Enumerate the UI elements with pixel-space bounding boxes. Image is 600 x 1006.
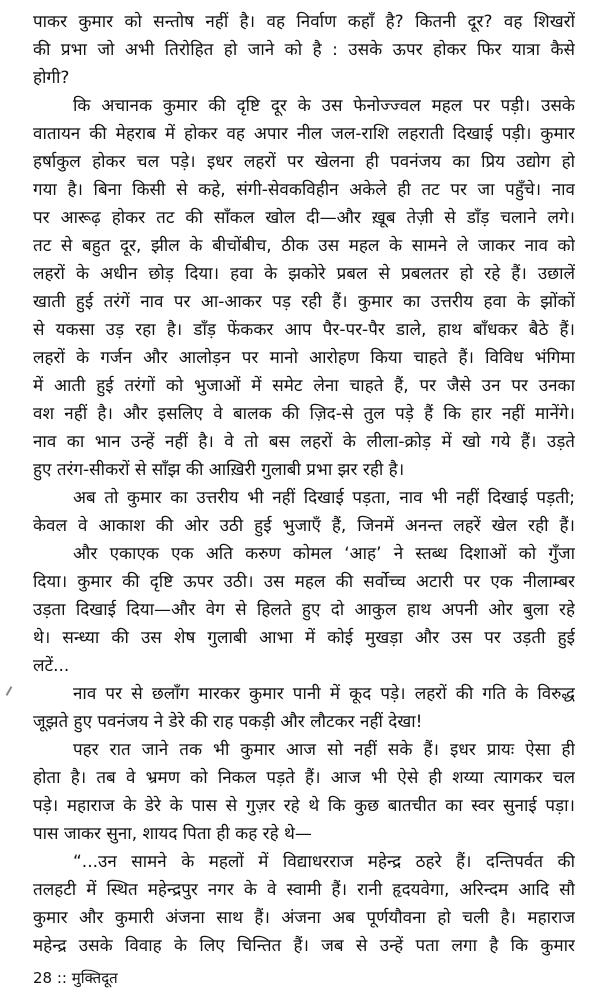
text-line: कुमार और कुमारी अंजना साथ हैं। अंजना अब पूर्णयौवना हो चली है। महाराज xyxy=(33,908,575,928)
text-line: वश नहीं है। और इसलिए वे बालक की ज़िद-से तुल पड़े हैं कि हार नहीं मानेंगे। xyxy=(33,404,575,424)
text-line: वातायन की मेहराब में होकर वह अपार नील जल-राशि लहराती दिखाई पड़ी। कुमार xyxy=(33,124,575,144)
text-line: पर आरूढ़ होकर तट की साँकल खोल दी—और ख़ूब तेज़ी से डाँड़ चलाने लगे। xyxy=(33,208,575,228)
text-line: केवल वे आकाश की ओर उठी हुई भुजाएँ हैं, जिनमें अनन्त लहरें खेल रही हैं। xyxy=(33,516,575,536)
text-line: उड़ता दिखाई दिया—और वेग से हिलते हुए दो आकुल हाथ अपनी ओर बुला रहे xyxy=(33,600,575,620)
text-line: में आती हुई तरंगों को भुजाओं में समेट लेना चाहते हैं, पर जैसे उन पर उनका xyxy=(33,376,575,396)
text-line: अब तो कुमार का उत्तरीय भी नहीं दिखाई पड़ता, नाव भी नहीं दिखाई पड़ती; xyxy=(73,488,575,508)
text-line: पाकर कुमार को सन्तोष नहीं है। वह निर्वाण कहाँ है? कितनी दूर? वह शिखरों xyxy=(33,12,575,32)
text-line: “...उन सामने के महलों में विद्याधरराज महेन्द्र ठहरे हैं। दन्तिपर्वत की xyxy=(73,852,575,872)
text-line: पहर रात जाने तक भी कुमार आज सो नहीं सके हैं। इधर प्रायः ऐसा ही xyxy=(73,740,575,760)
page-footer xyxy=(33,966,118,990)
text-line: खाती हुई तरंगें नाव पर आ-आकर पड़ रही हैं। कुमार का उत्तरीय हवा के झोंकों xyxy=(33,292,575,312)
text-line: तलहटी में स्थित महेन्द्रपुर नगर के वे स्वामी हैं। रानी हृदयवेगा, अरिन्दम आदि सौ xyxy=(33,880,575,900)
text-line: हुए तरंग-सीकरों से साँझ की आख़िरी गुलाबी प्रभा झर रही है। xyxy=(33,460,405,480)
text-line: लटें... xyxy=(33,656,70,676)
text-line: पास जाकर सुना, शायद पिता ही कह रहे थे— xyxy=(33,824,312,844)
footer-separator: :: xyxy=(56,969,67,987)
text-line: नाव का भान उन्हें नहीं है। वे तो बस लहरों के लीला-क्रोड़ में खो गये हैं। उड़ते xyxy=(33,432,575,452)
text-line: से यकसा उड़ रहा है। डाँड़ फेंककर आप पैर-पर-पैर डाले, हाथ बाँधकर बैठे हैं। xyxy=(33,320,575,340)
text-line: पड़े। महाराज के डेरे के पास से गुज़र रहे थे कि कुछ बातचीत का स्वर सुनाई पड़ा। xyxy=(33,796,575,816)
text-line: नाव पर से छलाँग मारकर कुमार पानी में कूद पड़े। लहरों की गति के विरुद्ध xyxy=(73,684,575,704)
text-line: की प्रभा जो अभी तिरोहित हो जाने को है : उसके ऊपर होकर फिर यात्रा कैसे xyxy=(33,40,575,60)
page-body xyxy=(33,8,575,960)
text-line: कि अचानक कुमार की दृष्टि दूर के उस फेनोज्ज्वल महल पर पड़ी। उसके xyxy=(73,96,575,116)
text-line: लहरों के अधीन छोड़ दिया। हवा के झकोरे प्रबल से प्रबलतर हो रहे हैं। उछालें xyxy=(33,264,575,284)
text-line: महेन्द्र उसके विवाह के लिए चिन्तित हैं। जब से उन्हें पता लगा है कि कुमार xyxy=(33,936,575,956)
text-line: तट से बहुत दूर, झील के बीचोंबीच, ठीक उस महल के सामने ले जाकर नाव को xyxy=(33,236,575,256)
text-line: हर्षाकुल होकर चल पड़े। इधर लहरों पर खेलना ही पवनंजय का प्रिय उद्योग हो xyxy=(33,152,575,172)
book-title: मुक्तिदूत xyxy=(71,969,118,987)
scan-mark xyxy=(6,686,13,696)
text-line: लहरों के गर्जन और आलोड़न पर मानो आरोहण किया चाहते हैं। विविध भंगिमा xyxy=(33,348,575,368)
text-line: गया है। बिना किसी से कहे, संगी-सेवकविहीन अकेले ही तट पर जा पहुँचे। नाव xyxy=(33,180,575,200)
text-line: होता है। तब वे भ्रमण को निकल पड़ते हैं। आज भी ऐसे ही शय्या त्यागकर चल xyxy=(33,768,575,788)
text-line: होगी? xyxy=(33,68,70,88)
text-line: और एकाएक एक अति करुण कोमल ‘आह’ ने स्तब्ध दिशाओं को गुँजा xyxy=(73,544,575,564)
text-line: जूझते हुए पवनंजय ने डेरे की राह पकड़ी और लौटकर नहीं देखा! xyxy=(33,712,423,732)
text-line: थे। सन्ध्या की उस शेष गुलाबी आभा में कोई मुखड़ा और उस पर उड़ती हुई xyxy=(33,628,575,648)
text-line: दिया। कुमार की दृष्टि ऊपर उठी। उस महल की सर्वोच्च अटारी पर एक नीलाम्बर xyxy=(33,572,575,592)
page-number: 28 xyxy=(33,969,53,987)
